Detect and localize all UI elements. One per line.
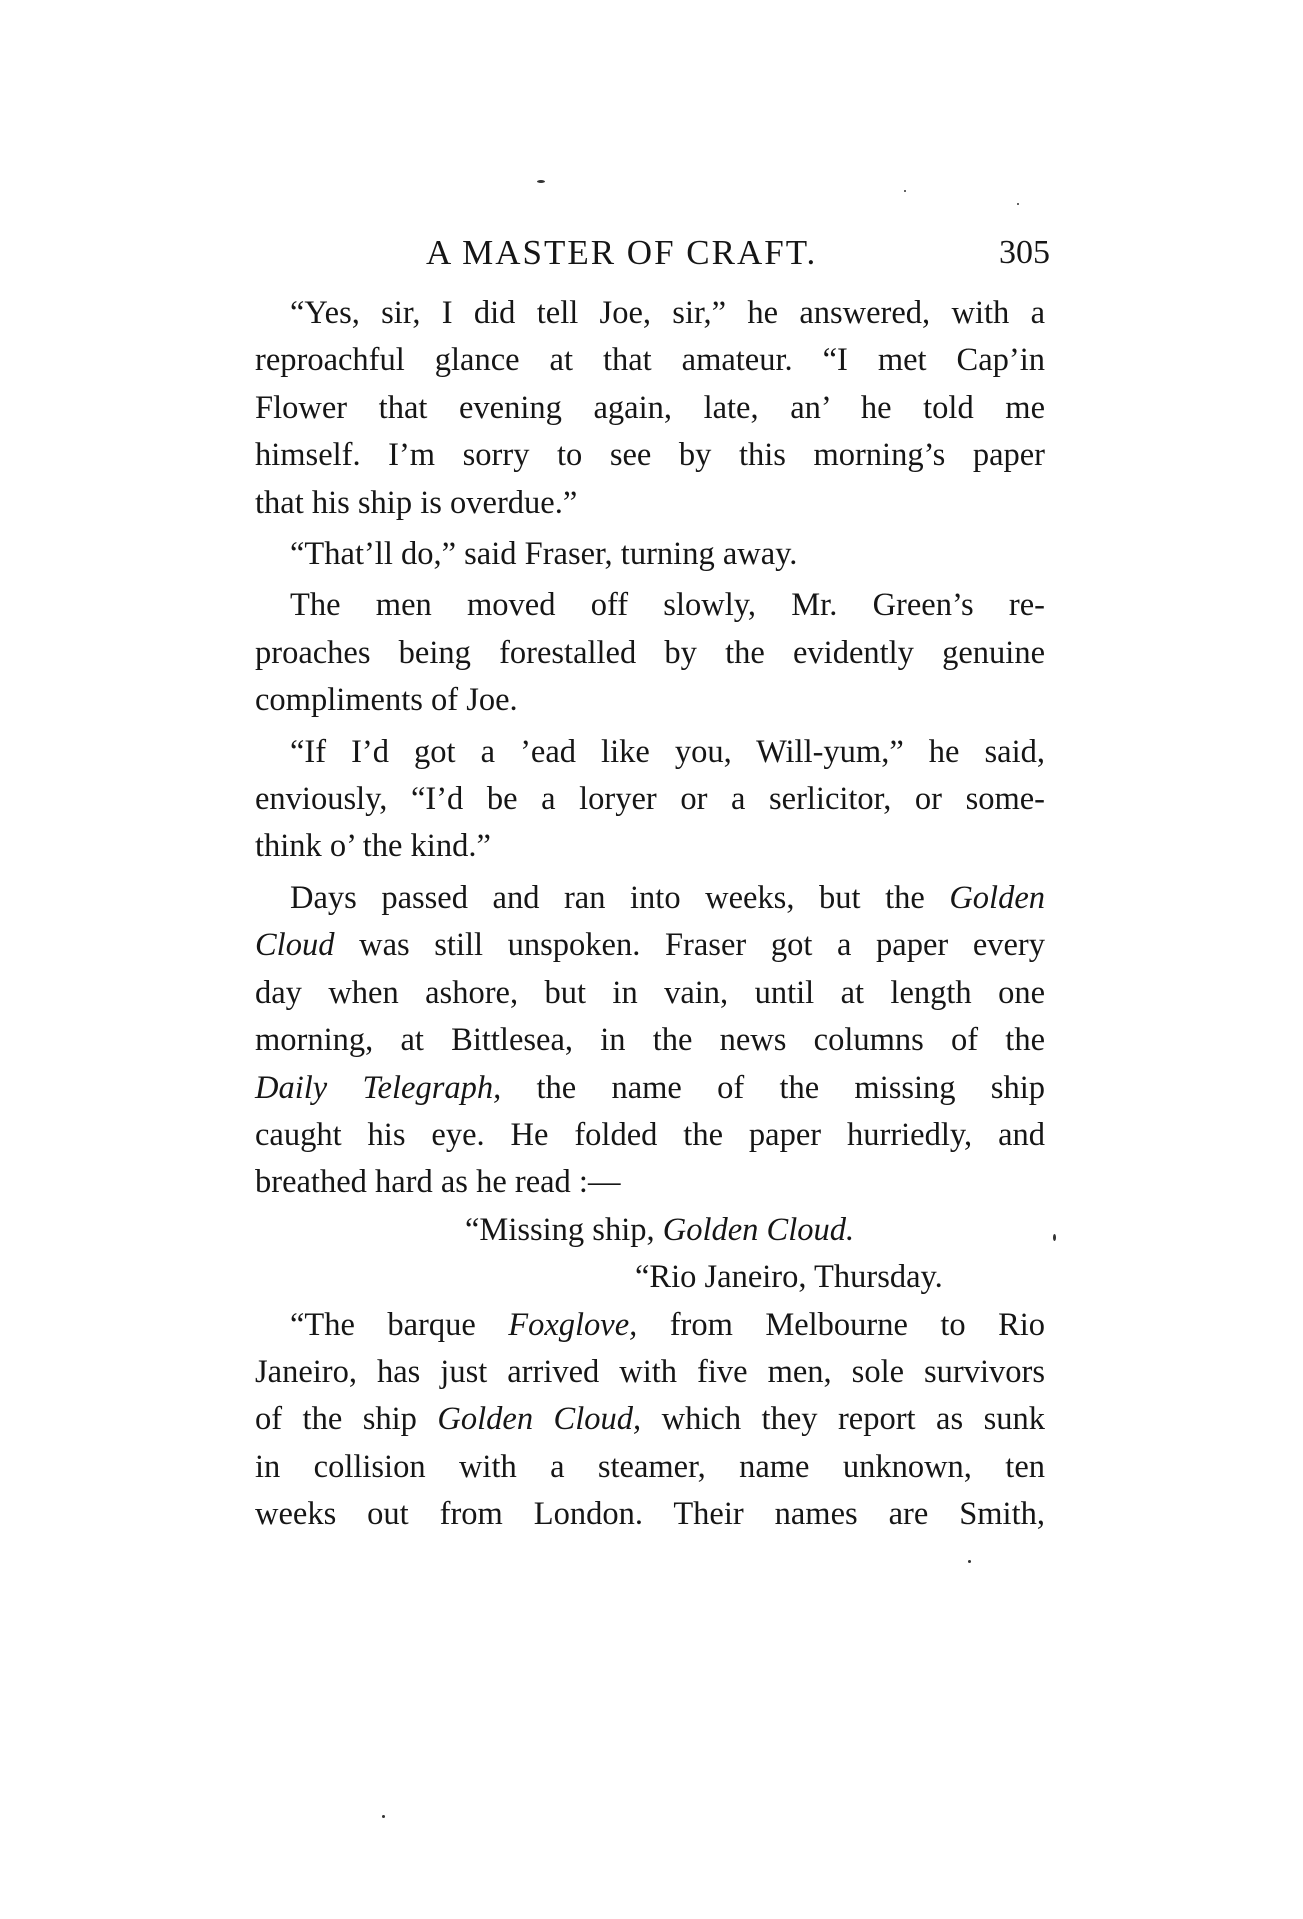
text-line [255, 1302, 1045, 1349]
newspaper-name: Daily Telegraph, [255, 1069, 502, 1106]
paragraph [255, 582, 1045, 724]
text-line [255, 1396, 1045, 1443]
text-line: breathed hard as he read :— [255, 1164, 621, 1201]
text-run: was still unspoken. Fraser got a paper every [359, 927, 1045, 964]
quote-dateline: “Rio Janeiro, Thursday. [635, 1259, 943, 1296]
ship-name: Golden Cloud. [662, 1211, 855, 1248]
scan-speck [382, 1815, 385, 1818]
text-line: “Yes, sir, I did tell Joe, sir,” he answered, with a [290, 295, 1045, 331]
quote-title [255, 1207, 1045, 1254]
paragraph [255, 531, 1045, 578]
text-run: “Missing ship, [465, 1211, 655, 1248]
text-line: morning, at Bittlesea, in the news columns of the [255, 1022, 1045, 1059]
paragraph [255, 1302, 1045, 1539]
text-run: “The barque [290, 1306, 476, 1343]
scan-speck [1017, 203, 1019, 205]
ship-name: Cloud [255, 927, 335, 964]
text-line: think o’ the kind.” [255, 828, 491, 865]
text-line: Janeiro, has just arrived with five men, sole survivors [255, 1353, 1045, 1390]
body-text [255, 290, 1045, 1539]
text-line: that his ship is overdue.” [255, 484, 578, 521]
page-number: 305 [999, 234, 1050, 271]
text-line: “If I’d got a ’ead like you, Will-yum,” he said, [290, 733, 1045, 770]
text-run: of the ship [255, 1401, 417, 1438]
text-run: which they report as sunk [661, 1401, 1046, 1438]
paragraph [255, 729, 1045, 871]
ship-name: Foxglove, [508, 1306, 638, 1343]
text-run: the name of the missing ship [536, 1069, 1045, 1106]
text-line: weeks out from London. Their names are Smith, [255, 1496, 1045, 1533]
text-line: day when ashore, but in vain, until at length one [255, 974, 1045, 1011]
text-line: reproachful glance at that amateur. “I met Cap’in [255, 342, 1045, 379]
scan-speck [537, 180, 545, 183]
text-line: compliments of Joe. [255, 682, 518, 719]
text-run: from Melbourne to Rio [669, 1306, 1046, 1343]
text-line: himself. I’m sorry to see by this morning’s paper [255, 437, 1045, 474]
text-run: Days passed and ran into weeks, but the [290, 879, 925, 916]
text-line [255, 922, 1045, 969]
text-line: Flower that evening again, late, an’ he told me [255, 389, 1045, 426]
text-line [255, 875, 1045, 922]
scan-speck [1053, 1234, 1056, 1241]
paragraph [255, 875, 1045, 1207]
text-line: proaches being forestalled by the evidently genuine [255, 634, 1045, 671]
scan-speck [968, 1560, 971, 1563]
running-title: A MASTER OF CRAFT. [426, 233, 818, 272]
ship-name: Golden [949, 879, 1046, 916]
running-head [250, 228, 1050, 278]
scan-speck [904, 190, 906, 192]
paragraph [255, 290, 1045, 527]
ship-name: Golden Cloud, [437, 1401, 642, 1438]
text-line: enviously, “I’d be a loryer or a serlicitor, or some- [255, 781, 1045, 818]
text-line: The men moved off slowly, Mr. Green’s re- [290, 587, 1045, 624]
text-line: “That’ll do,” said Fraser, turning away. [290, 536, 798, 573]
quoted-heading [255, 1207, 1045, 1302]
text-line: in collision with a steamer, name unknown, ten [255, 1448, 1045, 1485]
text-line [255, 1065, 1045, 1112]
text-line: caught his eye. He folded the paper hurriedly, and [255, 1116, 1045, 1153]
